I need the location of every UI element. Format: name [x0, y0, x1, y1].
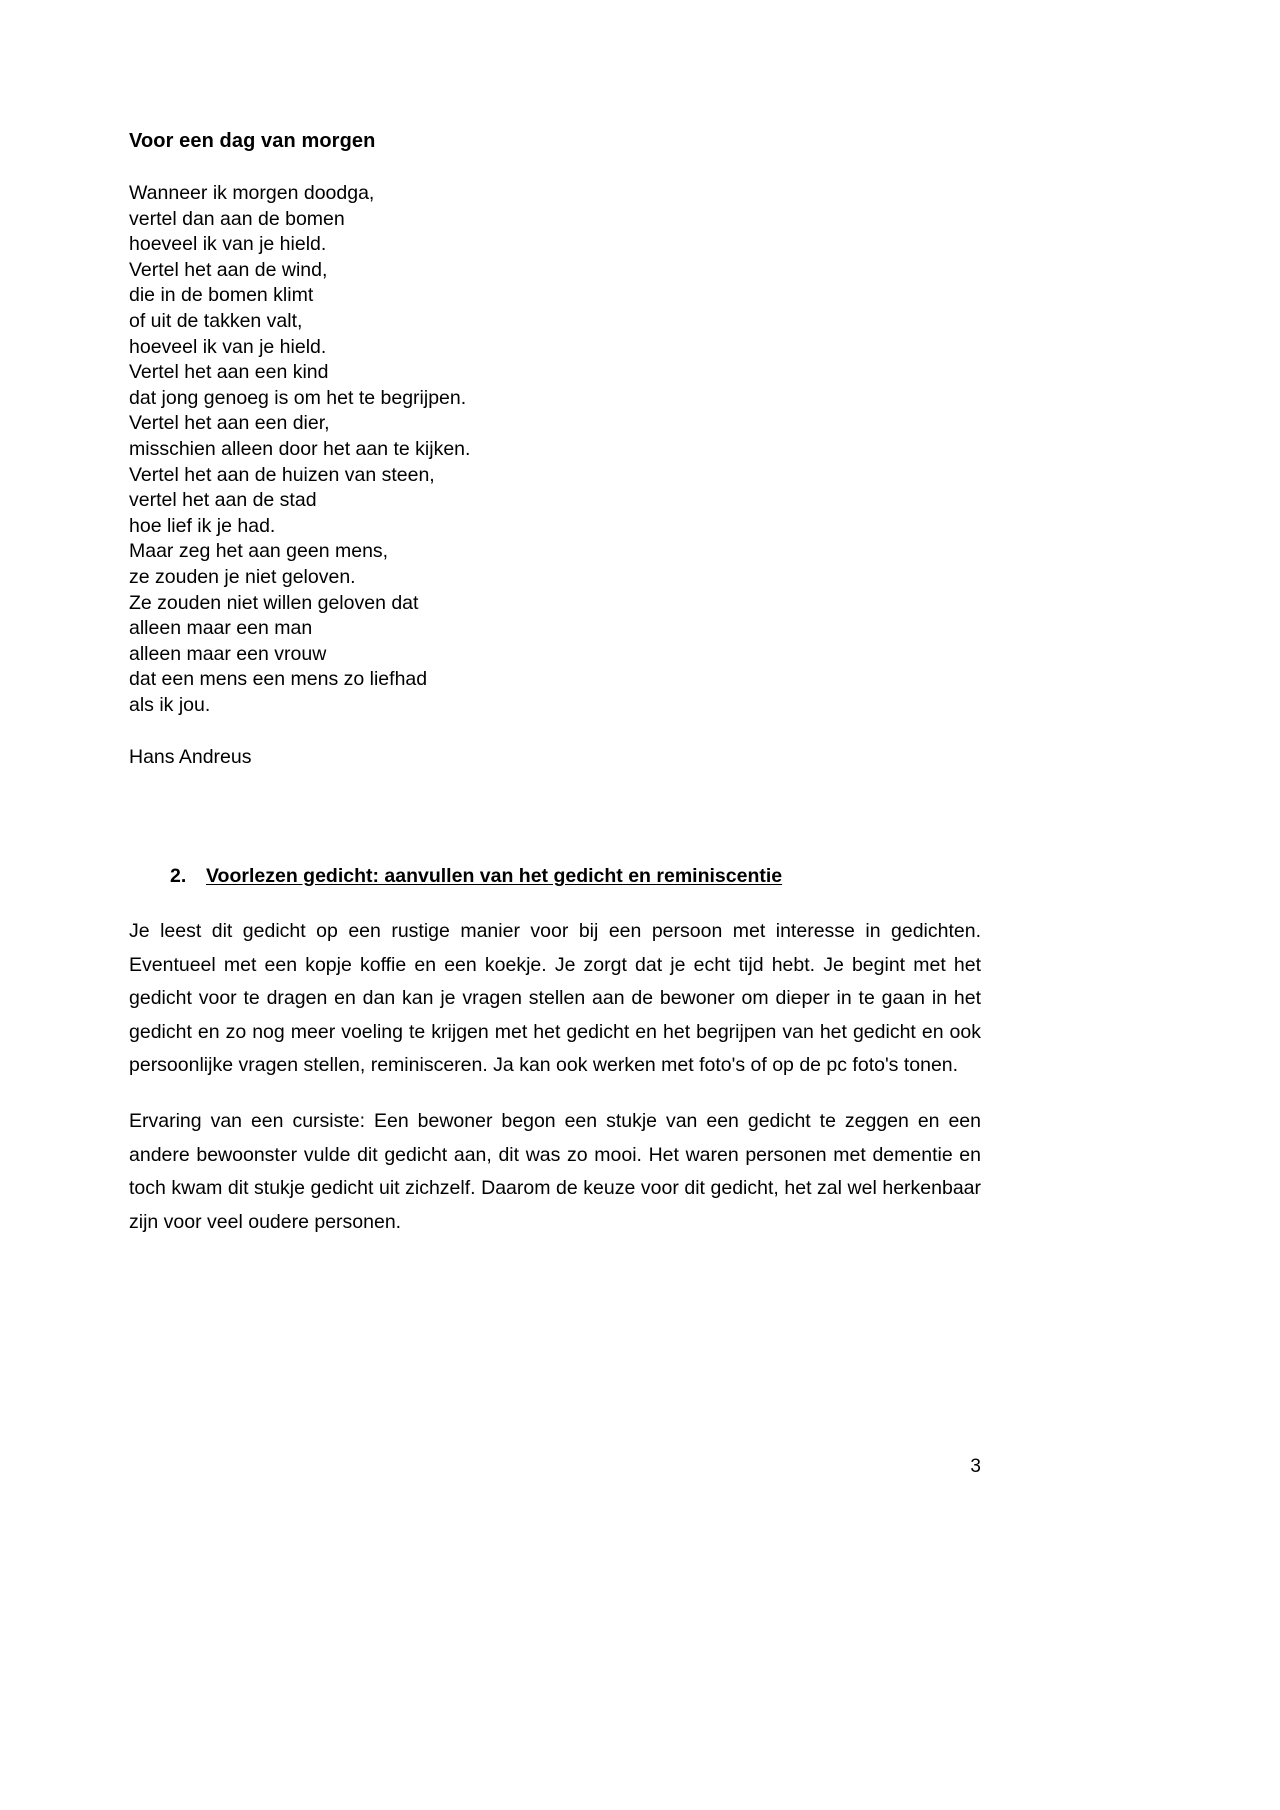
- poem-line: alleen maar een vrouw: [129, 642, 327, 665]
- poem-line: alleen maar een man: [129, 617, 313, 640]
- poem-line: als ik jou.: [129, 693, 211, 716]
- poem-line: die in de bomen klimt: [129, 284, 314, 307]
- poem-line: Vertel het aan de huizen van steen,: [129, 463, 435, 486]
- poem-line: Vertel het aan een kind: [129, 361, 329, 384]
- poem-line: misschien alleen door het aan te kijken.: [129, 437, 471, 460]
- poem-author: Hans Andreus: [129, 746, 252, 769]
- section-number: 2.: [170, 865, 187, 888]
- poem-line: Vertel het aan de wind,: [129, 258, 328, 281]
- poem-line: dat een mens een mens zo liefhad: [129, 668, 428, 691]
- poem-line: hoeveel ik van je hield.: [129, 233, 327, 256]
- poem-line: Wanneer ik morgen doodga,: [129, 182, 375, 204]
- poem-line: of uit de takken valt,: [129, 309, 303, 332]
- poem-line: vertel dan aan de bomen: [129, 207, 345, 230]
- poem-line: hoeveel ik van je hield.: [129, 335, 327, 358]
- section-heading-text: Voorlezen gedicht: aanvullen van het gedicht en reminiscentie: [206, 865, 783, 888]
- section-paragraph-1: Je leest dit gedicht op een rustige manier voor bij een persoon met interesse in gedichten. Eventueel met een kopje koffie en een koekje. Je zorgt dat je echt tijd hebt. Je begint met het gedicht voor te dragen en dan kan je vragen stellen aan de bewoner om dieper in te gaan in het gedicht en zo nog meer voeling te krijgen met het gedicht en het begrijpen van het gedicht en ook persoonlijke vragen stellen, reminisceren. Ja kan ook werken met foto's of op de pc foto's tonen.: [129, 920, 981, 1077]
- poem-line: ze zouden je niet geloven.: [129, 565, 356, 588]
- poem-body: [129, 154, 981, 718]
- poem-line: Ze zouden niet willen geloven dat: [129, 591, 419, 614]
- page-content: [129, 0, 981, 1239]
- poem-line: Maar zeg het aan geen mens,: [129, 540, 389, 563]
- poem-title: Voor een dag van morgen: [129, 130, 376, 152]
- section-paragraph-2: Ervaring van een cursiste: Een bewoner begon een stukje van een gedicht te zeggen en een andere bewoonster vulde dit gedicht aan, dit was zo mooi. Het waren personen met dementie en toch kwam dit stukje gedicht uit zichzelf. Daarom de keuze voor dit gedicht, het zal wel herkenbaar zijn voor veel oudere personen.: [129, 1110, 981, 1233]
- page-number: 3: [970, 1456, 981, 1477]
- poem-line: dat jong genoeg is om het te begrijpen.: [129, 386, 467, 409]
- section-heading: [129, 771, 981, 889]
- poem-line: Vertel het aan een dier,: [129, 412, 330, 435]
- poem-line: hoe lief ik je had.: [129, 514, 276, 537]
- poem-line: vertel het aan de stad: [129, 489, 317, 512]
